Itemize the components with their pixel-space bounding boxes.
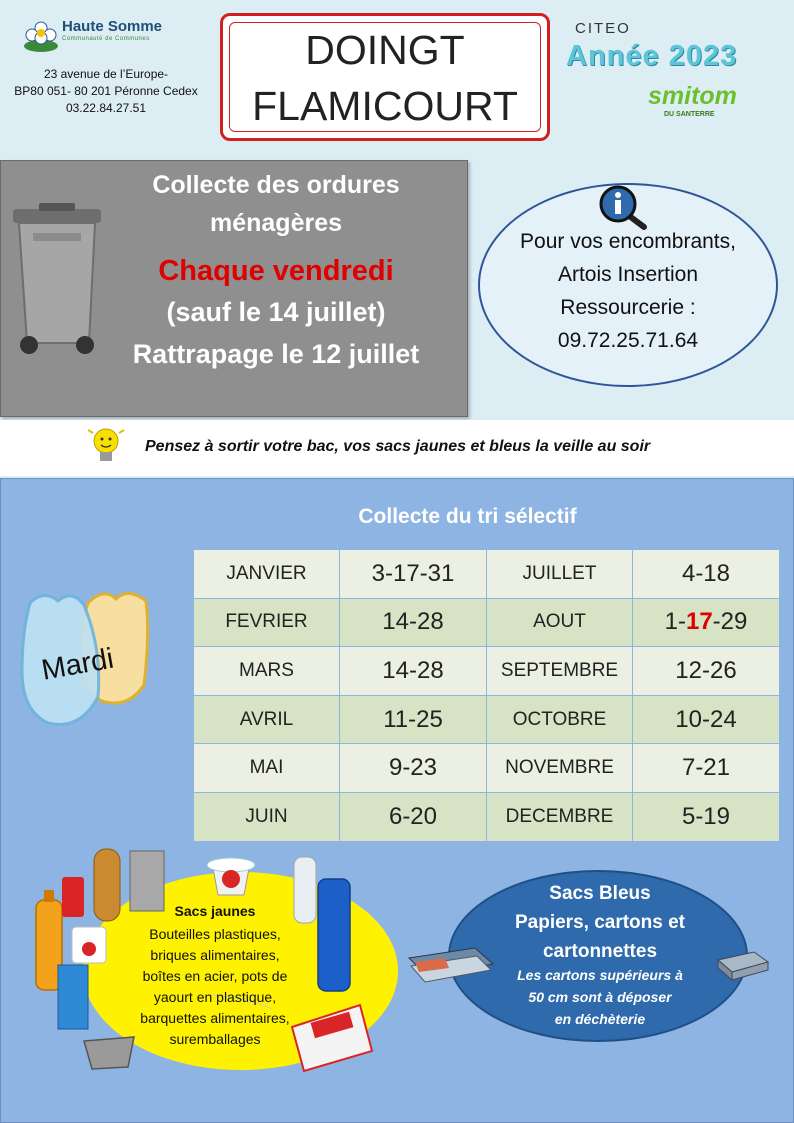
- month-cell: JUIN: [194, 792, 340, 841]
- month-cell: NOVEMBRE: [487, 744, 633, 793]
- blue-bags-note-line: Les cartons supérieurs à: [517, 967, 683, 983]
- dates-cell: 10-24: [633, 695, 780, 744]
- blue-bags-title-line: Papiers, cartons et: [514, 912, 686, 933]
- date-part: -29: [712, 608, 748, 636]
- table-row: [194, 792, 780, 841]
- blue-bags-title-line: cartonnettes: [542, 941, 658, 962]
- blue-bags-title-line: Sacs Bleus: [549, 883, 651, 904]
- dates-cell: 14-28: [340, 598, 487, 647]
- yellow-bags-item: yaourt en plastique,: [153, 989, 277, 1005]
- yellow-bags-list: [110, 924, 320, 1050]
- phone-number: 03.22.84.27.51: [65, 101, 147, 115]
- month-cell: FEVRIER: [194, 598, 340, 647]
- month-cell: JUILLET: [487, 550, 633, 599]
- wheelie-bin-icon: [11, 203, 103, 355]
- address-line: BP80 051- 80 201 Péronne Cedex: [14, 84, 198, 98]
- blue-bags-title: [470, 879, 730, 966]
- month-cell: MARS: [194, 647, 340, 696]
- commune-title-line: FLAMICOURT: [252, 83, 518, 129]
- bulky-line: Ressourcerie :: [560, 296, 696, 319]
- commune-title-line: DOINGT: [305, 27, 465, 73]
- dates-cell: 5-19: [633, 792, 780, 841]
- citeo-logo: CITEO: [575, 20, 631, 37]
- yellow-bags-item: barquettes alimentaires,: [140, 1010, 290, 1026]
- dates-cell: 7-21: [633, 744, 780, 793]
- month-cell: OCTOBRE: [487, 695, 633, 744]
- reminder-text: Pensez à sortir votre bac, vos sacs jaunes et bleus la veille au soir: [145, 438, 651, 455]
- yellow-bags-title: Sacs jaunes: [174, 903, 256, 919]
- address-line: 23 avenue de l’Europe-: [43, 67, 169, 81]
- table-row: [194, 598, 780, 647]
- logo-subtitle: Communauté de Communes: [62, 36, 150, 42]
- dates-cell: 9-23: [340, 744, 487, 793]
- haute-somme-logo: [22, 18, 192, 68]
- month-cell: MAI: [194, 744, 340, 793]
- month-cell: SEPTEMBRE: [487, 647, 633, 696]
- household-waste-box: [0, 160, 468, 417]
- om-exception: (sauf le 14 juillet): [166, 297, 386, 327]
- bulky-waste-text: [478, 225, 778, 357]
- table-row: [194, 647, 780, 696]
- om-title-line: ménagères: [209, 209, 343, 237]
- dates-cell: 6-20: [340, 792, 487, 841]
- yellow-bags-item: Bouteilles plastiques,: [149, 926, 281, 942]
- sorting-title: Collecte du tri sélectif: [358, 505, 577, 528]
- highlighted-date: 17: [685, 608, 713, 636]
- yellow-bags-item: suremballages: [169, 1031, 261, 1047]
- blue-bags-note-line: en déchèterie: [554, 1011, 646, 1027]
- logo-name: Haute Somme: [62, 18, 163, 35]
- bulky-line: Pour vos encombrants,: [520, 230, 736, 253]
- collection-day-label: Mardi: [39, 642, 117, 687]
- month-cell: DECEMBRE: [487, 792, 633, 841]
- dates-cell: 11-25: [340, 695, 487, 744]
- yellow-bags-item: briques alimentaires,: [150, 947, 280, 963]
- dates-cell: 14-28: [340, 647, 487, 696]
- yellow-bags-item: boîtes en acier, pots de: [142, 968, 288, 984]
- month-cell: JANVIER: [194, 550, 340, 599]
- commune-title-box: [220, 13, 550, 141]
- om-day: Chaque vendredi: [158, 255, 394, 287]
- dates-cell: 3-17-31: [340, 550, 487, 599]
- blue-bags-note-line: 50 cm sont à déposer: [528, 989, 672, 1005]
- date-part: 1-: [664, 608, 686, 636]
- lightbulb-icon: [86, 424, 128, 468]
- smitom-subtitle: DU SANTERRE: [664, 111, 715, 118]
- bulky-line: Artois Insertion: [557, 263, 699, 286]
- calendar-table: [193, 549, 780, 842]
- dates-cell: 12-26: [633, 647, 780, 696]
- address-block: [0, 66, 212, 117]
- bulky-phone: 09.72.25.71.64: [557, 329, 699, 352]
- dates-cell: [633, 598, 780, 647]
- year-label: Année 2023: [566, 40, 738, 72]
- table-row: [194, 744, 780, 793]
- blue-bags-note: [490, 964, 710, 1030]
- month-cell: AOUT: [487, 598, 633, 647]
- month-cell: AVRIL: [194, 695, 340, 744]
- table-row: [194, 550, 780, 599]
- om-title-line: Collecte des ordures: [152, 171, 400, 199]
- flower-icon: [22, 20, 60, 56]
- dates-cell: 4-18: [633, 550, 780, 599]
- om-catchup: Rattrapage le 12 juillet: [132, 339, 420, 369]
- smitom-logo: smitom: [648, 82, 737, 110]
- table-row: [194, 695, 780, 744]
